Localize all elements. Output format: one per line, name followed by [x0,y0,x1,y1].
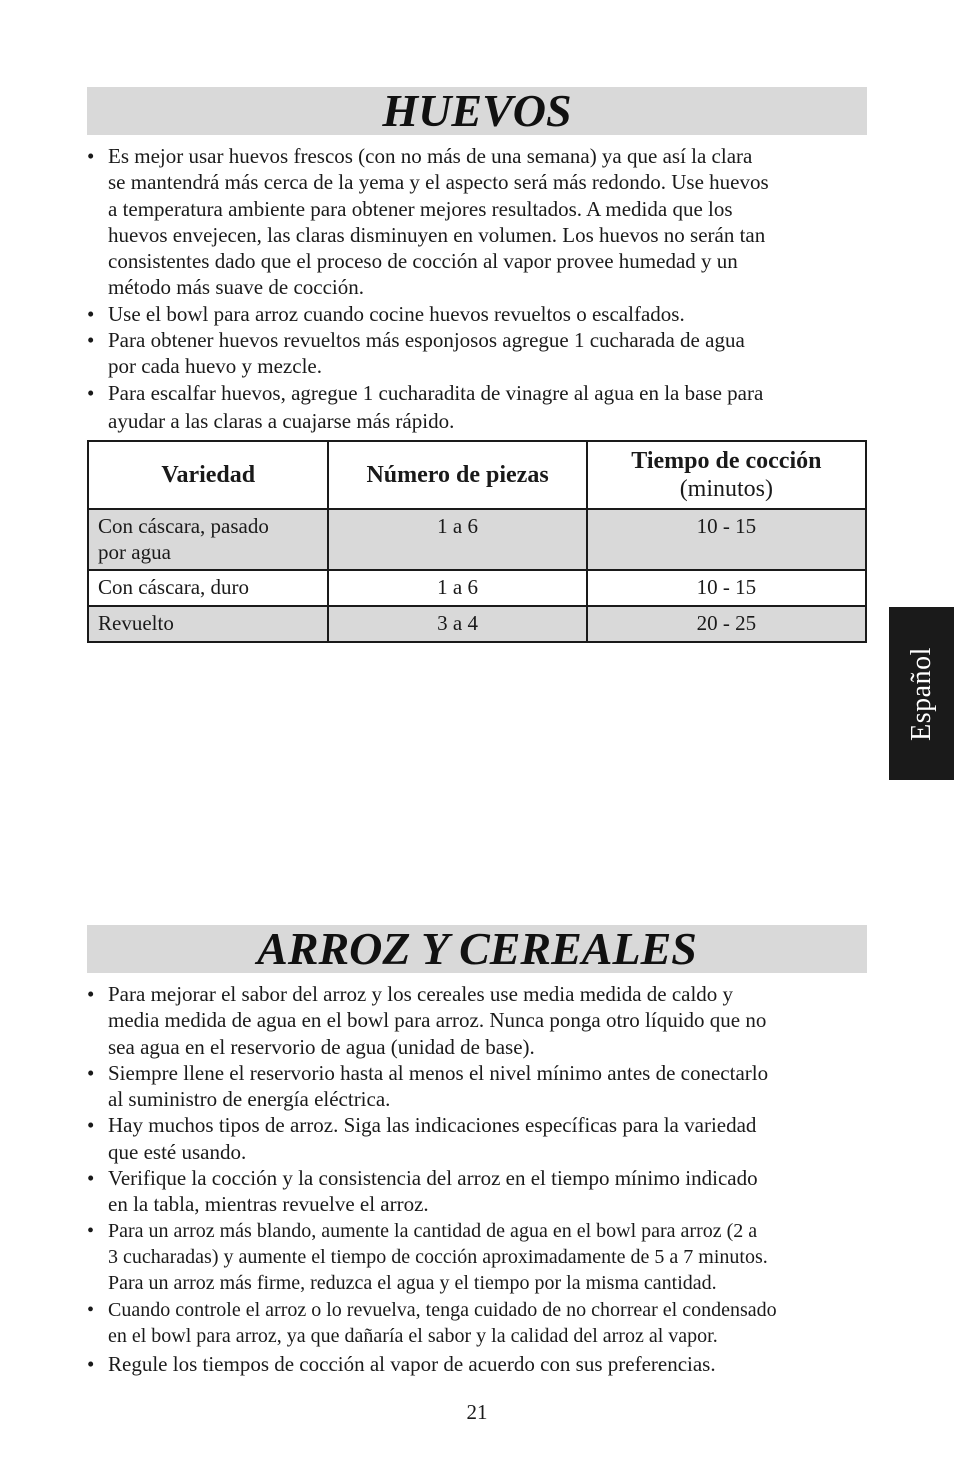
table-header-row [88,441,866,509]
bullet-marker: • [87,1166,95,1191]
language-tab [889,607,954,780]
table-cell-piezas: 1 a 6 [328,509,586,570]
list-item: • Para un arroz más blando, aumente la cantidad de agua en el bowl para arroz (2 a 3 cucharadas) y aumente el tiempo de cocción aproximadamente de 5 a 7 minutos. Para un arroz más firme, reduzca el agua y el tiempo por la misma cantidad. [87,1219,768,1295]
table-cell-tiempo: 10 - 15 [587,570,866,606]
page-number: 21 [466,1400,488,1424]
table-cell-variedad: Con cáscara, pasado por agua [88,509,328,570]
list-item: • Use el bowl para arroz cuando cocine huevos revueltos o escalfados. [87,301,685,326]
list-item: • Hay muchos tipos de arroz. Siga las indicaciones específicas para la variedad que esté usando. [87,1113,757,1164]
list-item: • Siempre llene el reservorio hasta al menos el nivel mínimo antes de conectarlo al suministro de energía eléctrica. [87,1060,769,1112]
table-cell-piezas: 1 a 6 [328,570,586,606]
table-cell-tiempo: 10 - 15 [587,509,866,570]
bullet-marker: • [87,144,95,168]
bullet-marker: • [87,982,95,1006]
bullet-marker: • [87,380,95,405]
table-row [88,570,866,606]
table-cell-tiempo: 20 - 25 [587,606,866,642]
huevos-title: HUEVOS [87,87,867,135]
huevos-bullet-list [87,143,872,434]
table-row [88,606,866,642]
list-item: • Regule los tiempos de cocción al vapor de acuerdo con sus preferencias. [87,1352,716,1377]
column-header-piezas: Número de piezas [328,441,586,509]
arroz-bullet-list [87,981,872,1377]
table-row [88,509,866,570]
list-item: • Para escalfar huevos, agregue 1 cucharadita de vinagre al agua en la base para ayudar a las claras a cuajarse más rápido. [87,380,764,433]
list-item: • Es mejor usar huevos frescos (con no más de una semana) ya que así la clara se mantendrá más cerca de la yema y el aspecto será más redondo. Use huevos a temperatura ambiente para obtener mejores resultados. A medida que los huevos envejecen, las claras disminuyen en volumen. Los huevos no serán tan consistentes dado que el proceso de cocción al vapor provee humedad y un método más suave de cocción. [87,144,769,300]
bullet-marker: • [87,1219,95,1242]
bullet-marker: • [87,1113,95,1138]
bullet-marker: • [87,328,95,353]
list-item: • Cuando controle el arroz o lo revuelva, tenga cuidado de no chorrear el condensado en el bowl para arroz, ya que dañaría el sabor y la calidad del arroz al vapor. [87,1298,777,1347]
column-header-tiempo: Tiempo de cocción (minutos) [587,441,866,509]
egg-cooking-table [87,440,867,643]
table-cell-variedad: Revuelto [88,606,328,642]
arroz-title: ARROZ Y CEREALES [87,925,867,973]
bullet-marker: • [87,1298,95,1321]
table-cell-variedad: Con cáscara, duro [88,570,328,606]
list-item: • Verifique la cocción y la consistencia del arroz en el tiempo mínimo indicado en la tabla, mientras revuelve el arroz. [87,1166,758,1217]
bullet-marker: • [87,1352,95,1377]
table-cell-piezas: 3 a 4 [328,606,586,642]
bullet-marker: • [87,1060,95,1085]
column-header-variedad: Variedad [88,441,328,509]
language-tab-label: Español [905,646,937,741]
list-item: • Para mejorar el sabor del arroz y los cereales use media medida de caldo y media medida de agua en el bowl para arroz. Nunca ponga otro líquido que no sea agua en el reservorio de agua (unidad de base). [87,982,767,1059]
bullet-marker: • [87,301,95,326]
list-item: • Para obtener huevos revueltos más esponjosos agregue 1 cucharada de agua por cada huevo y mezcle. [87,328,745,379]
